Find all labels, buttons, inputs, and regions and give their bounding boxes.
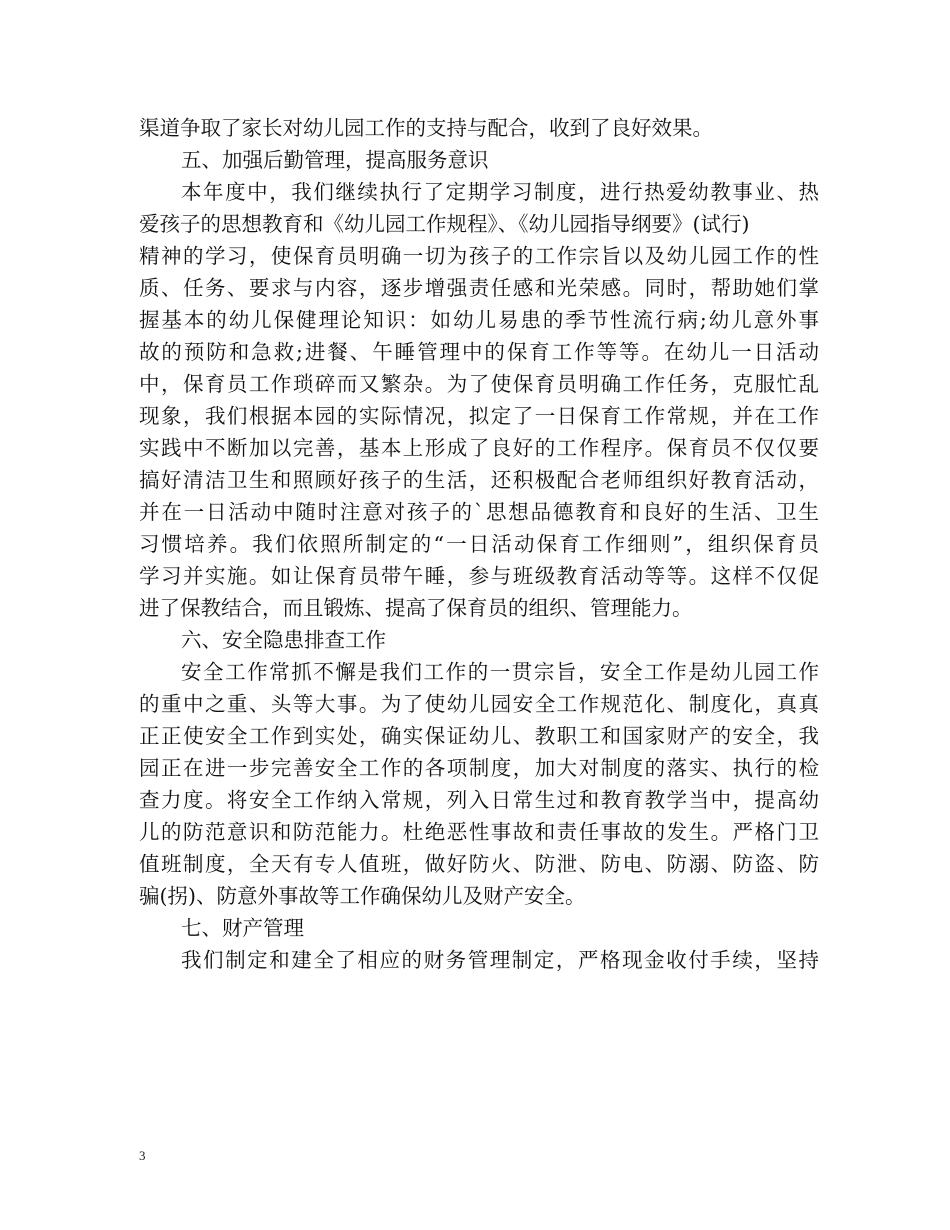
text-line: 搞好清洁卫生和照顾好孩子的生活，还积极配合老师组织好教育活动，	[139, 468, 821, 492]
text-line: 五、加强后勤管理，提高服务意识	[181, 148, 489, 172]
text-line: 园正在进一步完善安全工作的各项制度，加大对制度的落实、执行的检	[139, 756, 821, 780]
text-line: 六、安全隐患排查工作	[181, 628, 386, 652]
text-line: 并在一日活动中随时注意对孩子的`思想品德教育和良好的生活、卫生	[139, 500, 821, 524]
text-line: 爱孩子的思想教育和《幼儿园工作规程》、《幼儿园指导纲要》(试行)	[139, 212, 750, 236]
text-line: 本年度中，我们继续执行了定期学习制度，进行热爱幼教事业、热	[181, 180, 821, 204]
text-line: 七、财产管理	[181, 916, 304, 940]
text-line: 的重中之重、头等大事。为了使幼儿园安全工作规范化、制度化，真真	[139, 692, 821, 716]
text-line: 值班制度，全天有专人值班，做好防火、防泄、防电、防溺、防盗、防	[139, 852, 821, 876]
text-line: 进了保教结合，而且锻炼、提高了保育员的组织、管理能力。	[139, 596, 693, 620]
text-line: 故的预防和急救;进餐、午睡管理中的保育工作等等。在幼儿一日活动	[139, 340, 821, 364]
text-line: 学习并实施。如让保育员带午睡，参与班级教育活动等等。这样不仅促	[139, 564, 821, 588]
text-line: 渠道争取了家长对幼儿园工作的支持与配合，收到了良好效果。	[139, 116, 713, 140]
text-line: 骗(拐)、防意外事故等工作确保幼儿及财产安全。	[139, 884, 586, 908]
text-line: 精神的学习，使保育员明确一切为孩子的工作宗旨以及幼儿园工作的性	[139, 244, 821, 268]
text-line: 实践中不断加以完善，基本上形成了良好的工作程序。保育员不仅仅要	[139, 436, 821, 460]
text-line: 习惯培养。我们依照所制定的“一日活动保育工作细则”，组织保育员	[139, 532, 822, 556]
text-line: 现象，我们根据本园的实际情况，拟定了一日保育工作常规，并在工作	[139, 404, 821, 428]
text-line: 正正使安全工作到实处，确实保证幼儿、教职工和国家财产的安全，我	[139, 724, 821, 748]
text-line: 我们制定和建全了相应的财务管理制定，严格现金收付手续，坚持	[181, 948, 821, 972]
text-line: 中，保育员工作琐碎而又繁杂。为了使保育员明确工作任务，克服忙乱	[139, 372, 821, 396]
text-line: 查力度。将安全工作纳入常规，列入日常生过和教育教学当中，提高幼	[139, 788, 821, 812]
text-line: 安全工作常抓不懈是我们工作的一贯宗旨，安全工作是幼儿园工作	[181, 660, 821, 684]
text-line: 握基本的幼儿保健理论知识：如幼儿易患的季节性流行病;幼儿意外事	[139, 308, 821, 332]
text-line: 儿的防范意识和防范能力。杜绝恶性事故和责任事故的发生。严格门卫	[139, 820, 821, 844]
document-body	[139, 112, 822, 976]
page-number: 3	[139, 1148, 146, 1163]
text-line: 质、任务、要求与内容，逐步增强责任感和光荣感。同时，帮助她们掌	[139, 276, 821, 300]
